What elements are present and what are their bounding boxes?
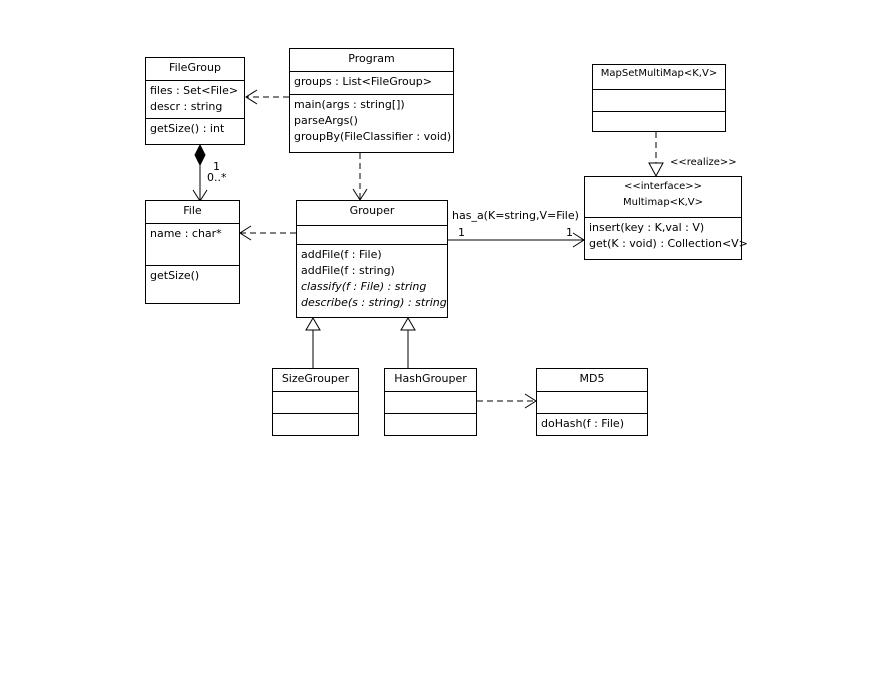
attributes-section [385,391,476,413]
operation: getSize() : int [150,122,225,135]
attributes-section [297,225,447,244]
class-name: File [183,204,202,217]
dependency-program-grouper [353,153,367,200]
class-header [585,177,741,217]
attribute: name : char* [150,227,222,240]
association-grouper-multimap [448,233,584,247]
operation: doHash(f : File) [541,417,624,430]
operation: addFile(f : string) [301,264,395,277]
class-hashgrouper[interactable] [384,368,477,436]
has-a-target-multiplicity: 1 [566,226,573,239]
class-name: Multimap<K,V> [623,197,703,208]
realize-label: <<realize>> [670,157,737,168]
composition-target-multiplicity: 0..* [207,171,227,184]
attribute: files : Set<File> [150,84,239,97]
class-file[interactable] [145,200,240,304]
operations-section [593,111,725,116]
generalization-hashgrouper-grouper [401,318,415,368]
class-name: HashGrouper [394,372,467,385]
operation: main(args : string[]) [294,98,405,111]
class-grouper[interactable] [296,200,448,318]
class-name: Grouper [349,204,395,217]
operations-section [273,413,358,418]
operations-section [585,217,748,254]
realization-mapsetmultimap-multimap [649,132,663,176]
operations-section [537,413,647,434]
operation: insert(key : K,val : V) [589,221,705,234]
abstract-operation: describe(s : string) : string [301,296,447,309]
stereotype: <<interface>> [623,181,703,192]
operation: addFile(f : File) [301,248,382,261]
attributes-section [146,80,244,118]
class-md5[interactable] [536,368,648,436]
has-a-source-multiplicity: 1 [458,226,465,239]
interface-multimap[interactable] [584,176,748,260]
dependency-grouper-file [240,226,296,240]
class-mapsetmultimap[interactable] [592,64,726,132]
operation: parseArgs() [294,114,358,127]
class-name: Program [348,52,395,65]
class-name: MD5 [579,372,605,385]
attributes-section [593,89,725,111]
attribute: groups : List<FileGroup> [294,75,432,88]
operations-section [290,94,453,147]
operation: getSize() [150,269,200,282]
abstract-operation: classify(f : File) : string [301,280,427,293]
class-sizegrouper[interactable] [272,368,359,436]
attributes-section [273,391,358,413]
composition-filegroup-file [193,145,207,201]
dependency-hashgrouper-md5 [477,394,536,408]
composition-source-multiplicity: 1 [213,160,220,173]
operations-section [297,244,447,313]
attributes-section [537,391,647,413]
attributes-section [290,71,453,94]
operations-section [385,413,476,418]
generalization-sizegrouper-grouper [306,318,320,368]
operation: get(K : void) : Collection<V> [589,237,748,250]
operations-section [146,265,239,286]
has-a-label: has_a(K=string,V=File) [452,209,579,222]
dependency-program-filegroup [246,90,289,104]
operation: groupBy(FileClassifier : void) [294,130,452,143]
attributes-section [146,223,239,265]
operations-section [146,118,244,139]
class-name: FileGroup [169,61,221,74]
attribute: descr : string [150,100,223,113]
class-name: SizeGrouper [281,372,350,385]
class-name: MapSetMultiMap<K,V> [600,68,718,79]
class-program[interactable] [289,48,454,153]
class-filegroup[interactable] [145,57,245,145]
